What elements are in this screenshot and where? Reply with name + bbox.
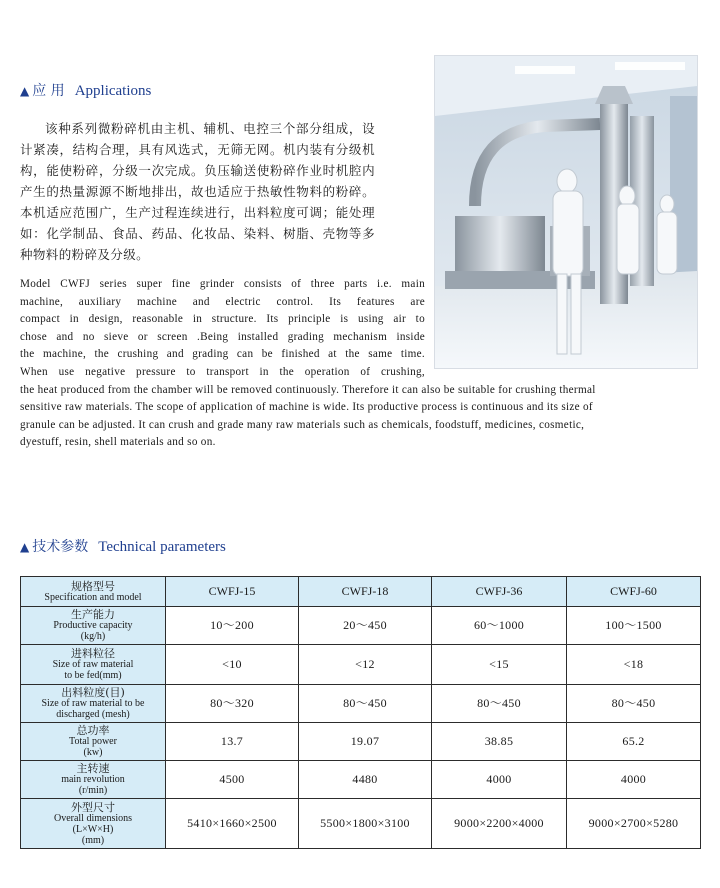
row-label-unit: (r/min): [78, 785, 108, 796]
en-line: the machine, the crushing and grading can be finished at the same time.: [20, 348, 425, 361]
row-label-unit: (mm): [81, 834, 105, 846]
en-line: the heat produced from the chamber will be removed continuously. Therefore it can also be suitable for crushing thermal: [20, 383, 596, 396]
en-line: dyestuff, resin, shell materials and so on.: [20, 436, 216, 449]
technical-heading: [20, 536, 226, 556]
table-cell: 100～1500: [567, 607, 701, 645]
applications-paragraph-en: [20, 276, 700, 452]
row-label-zh: 总功率: [76, 724, 110, 737]
applications-paragraph-zh: 该种系列微粉碎机由主机、辅机、电控三个部分组成，设计紧凑，结构合理，具有风选式，无筛无网。机内装有分级机构，能使粉碎，分级一次完成。负压输送使粉碎作业时机腔内产生的热量源源不断地排出，故也适应于热敏性物料的粉碎。本机适应范围广，生产过程连续进行，出料粒度可调；能处理如：化学制品、食品、药品、化妆品、染料、树脂、壳物等多种物料的粉碎及分级。: [20, 121, 375, 262]
table-cell: 5500×1800×3100: [299, 799, 432, 849]
table-cell: 4480: [299, 761, 432, 799]
table-cell: <10: [166, 645, 299, 685]
row-label: [21, 761, 166, 799]
row-label-unit: to be fed(mm): [64, 670, 122, 681]
row-label-unit: (L×W×H): [72, 823, 114, 835]
table-cell: 5410×1660×2500: [166, 799, 299, 849]
en-line: compact in design, reasonable in structure. Its principle is using air to: [20, 313, 425, 326]
table-row: [21, 761, 701, 799]
table-cell: 80～450: [432, 685, 567, 723]
table-row: [21, 645, 701, 685]
table-cell: 38.85: [432, 723, 567, 761]
table-cell: <18: [567, 645, 701, 685]
table-row: [21, 799, 701, 849]
table-cell: 9000×2700×5280: [567, 799, 701, 849]
technical-title-zh: 技术参数: [32, 539, 89, 555]
model-header: CWFJ-36: [432, 577, 567, 607]
table-cell: 10～200: [166, 607, 299, 645]
table-cell: 9000×2200×4000: [432, 799, 567, 849]
row-label-en: Total power: [69, 736, 117, 747]
row-label: [21, 685, 166, 723]
en-line: machine, auxiliary machine and electric control. Its features are: [20, 295, 425, 308]
en-line: When use negative pressure to transport in the operation of crushing,: [20, 365, 425, 378]
table-cell: 20～450: [299, 607, 432, 645]
en-line: sensitive raw materials. The scope of application of machine is wide. Its productive process is continuous and its size of: [20, 401, 593, 414]
table-cell: <12: [299, 645, 432, 685]
table-cell: 4000: [567, 761, 701, 799]
en-line: Model CWFJ series super fine grinder consists of three parts i.e. main: [20, 278, 425, 290]
technical-title-en: Technical parameters: [98, 539, 226, 555]
table-cell: 80～320: [166, 685, 299, 723]
row-label-zh: 进料粒径: [71, 647, 115, 660]
row-label-unit: (kw): [83, 747, 103, 758]
table-cell: 19.07: [299, 723, 432, 761]
applications-title-zh: 应 用: [32, 83, 65, 99]
model-header: CWFJ-60: [567, 577, 701, 607]
triangle-icon: ▲: [20, 84, 30, 98]
en-line: chose and no sieve or screen .Being installed grading mechanism inside: [20, 330, 425, 343]
applications-title-en: Applications: [74, 83, 152, 99]
table-header-row: [21, 577, 701, 607]
table-cell: 4500: [166, 761, 299, 799]
triangle-icon: ▲: [20, 540, 30, 554]
row-label-zh: 出料粒度(目): [61, 686, 125, 699]
table-cell: 4000: [432, 761, 567, 799]
row-label-zh: 外型尺寸: [71, 800, 115, 814]
table-cell: 65.2: [567, 723, 701, 761]
model-header: CWFJ-18: [299, 577, 432, 607]
table-row: [21, 723, 701, 761]
row-label-unit: discharged (mesh): [56, 709, 130, 720]
table-cell: 60～1000: [432, 607, 567, 645]
header-label-cell: [21, 577, 166, 607]
row-label-en: Size of raw material: [52, 659, 134, 670]
applications-heading: [20, 80, 151, 100]
table-row: [21, 685, 701, 723]
en-line: granule can be adjusted. It can crush and grade many raw materials such as chemicals, foodstuff, medicines, cosmetic,: [20, 418, 585, 431]
row-label: [21, 645, 166, 685]
row-label-zh: 生产能力: [71, 608, 115, 621]
model-header: CWFJ-15: [166, 577, 299, 607]
row-label-en: Size of raw material to be: [41, 698, 145, 709]
row-label: [21, 607, 166, 645]
row-label: [21, 799, 166, 849]
row-label-en: Overall dimensions: [53, 812, 133, 824]
row-label: [21, 723, 166, 761]
table-cell: 80～450: [567, 685, 701, 723]
row-label-unit: (kg/h): [80, 631, 106, 642]
table-cell: 13.7: [166, 723, 299, 761]
row-label-en: main revolution: [61, 774, 125, 785]
table-cell: <15: [432, 645, 567, 685]
table-row: [21, 607, 701, 645]
technical-parameters-table: [20, 576, 701, 849]
header-label-zh: 规格型号: [71, 579, 115, 593]
table-cell: 80～450: [299, 685, 432, 723]
row-label-en: Productive capacity: [53, 620, 133, 631]
row-label-zh: 主转速: [76, 762, 110, 775]
header-label-en: Specification and model: [44, 591, 142, 603]
